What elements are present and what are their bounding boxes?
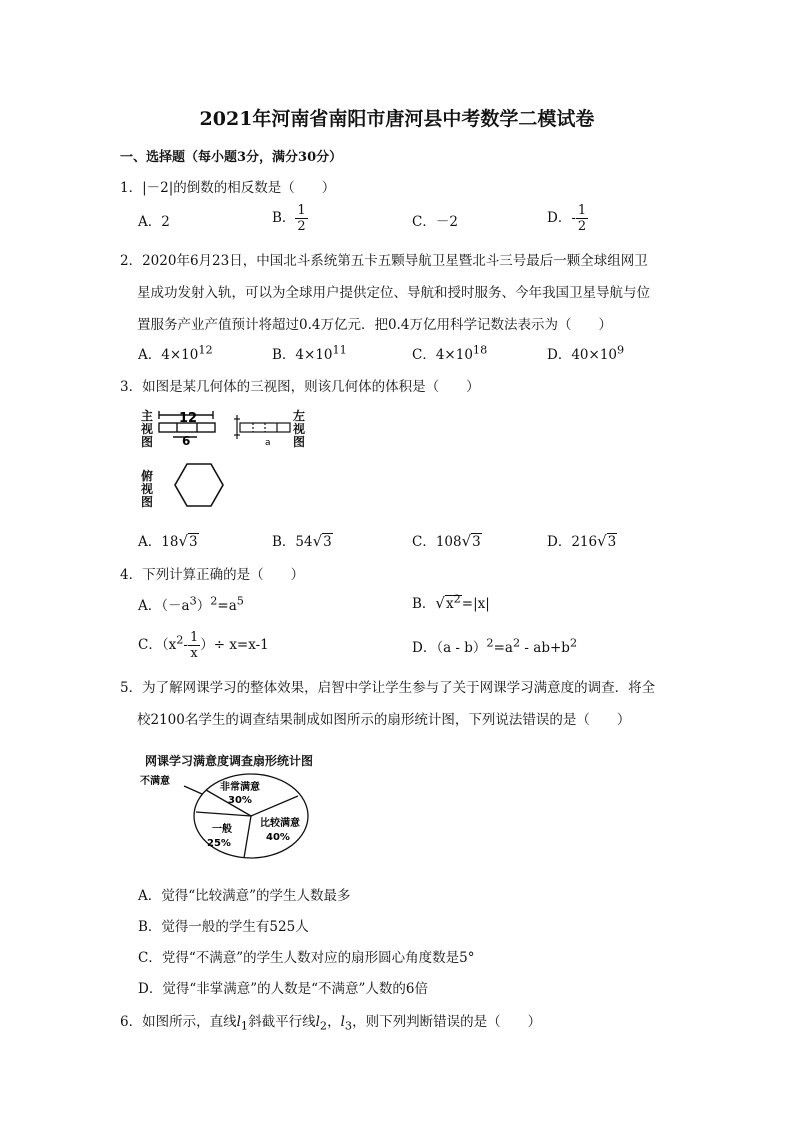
slice-label-very-satisfied: 非常满意 <box>220 782 260 793</box>
pie-divider-3 <box>244 816 251 858</box>
q3-option-b: B．54√3 <box>272 532 332 550</box>
pie-chart <box>140 770 320 865</box>
q1-option-b: B． $\frac{1}{2}$ <box>272 203 306 234</box>
chart-title: 网课学习满意度调查扇形统计图 <box>145 754 314 768</box>
q5-option-b: B．觉得一般的学生有525人 <box>138 919 309 935</box>
q4-option-d: D．$(a - b)^2=a^2 - ab+b^2$ <box>412 636 578 656</box>
side-view <box>234 415 290 439</box>
section-heading: 一、选择题（每小题3分，满分30分） <box>120 150 343 165</box>
q6-stem: 6．如图所示，直线$l_1$斜截平行线$l_2$，$l_3$，则下列判断错误的是（ ） <box>120 1014 542 1033</box>
fraction: $\frac{1}{x}$ <box>189 630 199 661</box>
slice-label-fairly-satisfied: 比较满意 <box>260 818 300 829</box>
front-view-label: 主视图 <box>141 409 154 449</box>
q1-option-a: A．2 <box>138 214 170 230</box>
q5-option-a: A．觉得“比较满意”的学生人数最多 <box>138 888 351 904</box>
q4-option-b: B．$√x^2=|x|$ <box>412 592 490 612</box>
q5-line-2: 校2100名学生的调查结果制成如图所示的扇形统计图，下列说法错误的是（ ） <box>137 712 631 728</box>
q5-option-d: D．觉得“非掌满意”的人数是“不满意”人数的6倍 <box>138 981 429 997</box>
q2-line-1: 2．2020年6月23日，中国北斗系统第五卡五颗导航卫星暨北斗三号最后一颗全球组网卫 <box>120 253 648 269</box>
q5-line-1: 5．为了解网课学习的整体效果，启智中学让学生参与了关于网课学习满意度的调查．将全 <box>120 680 656 696</box>
three-views-figure <box>155 405 295 515</box>
q5-option-c: C．党得“不满意”的学生人数对应的扇形圆心角度数是5° <box>138 950 475 966</box>
slice-value-average: 25% <box>207 838 231 849</box>
side-view-label: 左视图 <box>293 409 306 449</box>
slice-value-fairly-satisfied: 40% <box>266 832 290 843</box>
q3-option-d: D．216√3 <box>547 532 617 550</box>
label-leader <box>184 786 202 794</box>
fraction: $\frac{1}{2}$ <box>577 203 587 234</box>
slice-value-very-satisfied: 30% <box>228 795 252 806</box>
q1-option-d: D．- $\frac{1}{2}$ <box>547 203 587 234</box>
q2-option-d: D．$40\times 10^9$ <box>547 343 625 363</box>
top-view-label: 俯视图 <box>141 469 154 509</box>
q2-option-c: C．$4\times 10^{18}$ <box>412 343 488 363</box>
pie-divider-4 <box>196 812 251 816</box>
q2-option-a: A．$4\times 10^{12}$ <box>138 343 213 363</box>
dim-12: 12 <box>179 411 198 426</box>
q2-option-b: B．$4\times 10^{11}$ <box>272 343 347 363</box>
top-view-hexagon <box>175 464 223 506</box>
q4-stem: 4．下列计算正确的是（ ） <box>120 567 305 583</box>
page-title: 2021年河南省南阳市唐河县中考数学二模试卷 <box>199 108 595 130</box>
q1-option-c: C．－2 <box>412 214 458 230</box>
pie-divider-2 <box>251 796 298 816</box>
slice-label-average: 一般 <box>212 824 232 835</box>
q2-line-3: 置服务产业产值预计将超过0.4万亿元．把0.4万亿用科学记数法表示为（ ） <box>137 317 612 333</box>
q3-option-c: C．108√3 <box>412 532 481 550</box>
q3-stem: 3．如图是某几何体的三视图，则该几何体的体积是（ ） <box>120 379 480 395</box>
dim-6: 6 <box>182 434 191 448</box>
dim-side: a <box>265 438 271 448</box>
q4-option-a: A．$(-a^3)^2=a^5$ <box>138 594 244 614</box>
slice-label-dissatisfied: 不满意 <box>140 776 170 787</box>
q2-line-2: 星成功发射入轨，可以为全球用户提供定位、导航和授时服务、今年我国卫星导航与位 <box>137 285 650 301</box>
fraction: $\frac{1}{2}$ <box>297 203 306 234</box>
q3-option-a: A．18√3 <box>138 532 198 550</box>
q1-stem: 1．|－2|的倒数的相反数是（ ） <box>120 180 336 196</box>
q4-option-c: C．（$x^2-$ $\frac{1}{x}$ ）÷ x=x-1 <box>138 630 269 661</box>
